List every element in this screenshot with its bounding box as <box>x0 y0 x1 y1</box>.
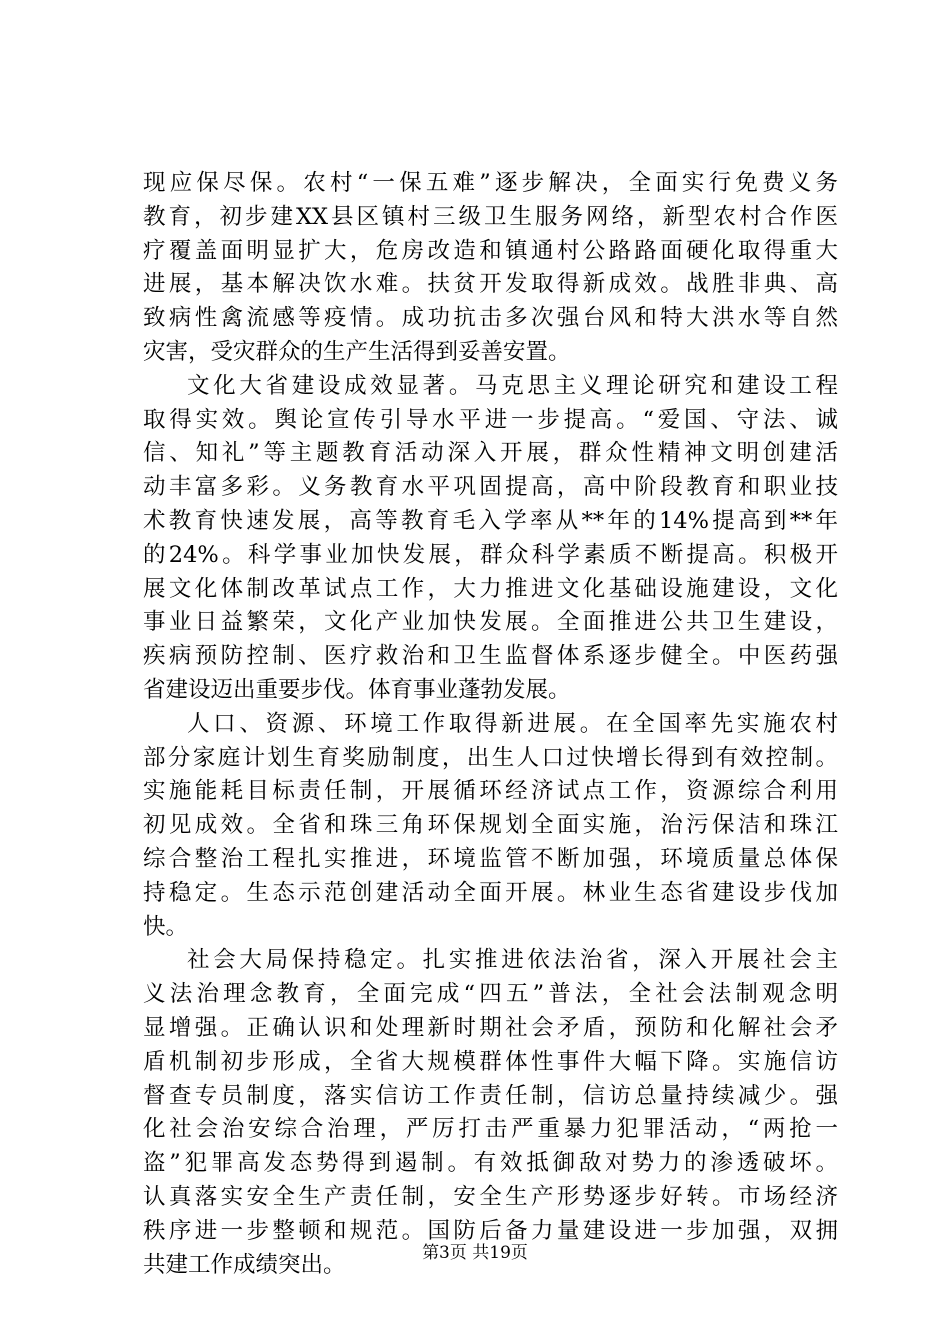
text-line: 持稳定。生态示范创建活动全面开展。林业生态省建设步伐加 <box>143 879 838 906</box>
text-line: 展文化体制改革试点工作，大力推进文化基础设施建设，文化 <box>143 575 838 602</box>
text-line: 初见成效。全省和珠三角环保规划全面实施，治污保洁和珠江 <box>143 812 838 839</box>
text-line: 的24%。科学事业加快发展，群众科学素质不断提高。积极开 <box>143 541 838 568</box>
text-line: 疗覆盖面明显扩大，危房改造和镇通村公路路面硬化取得重大 <box>143 237 838 264</box>
text-line: 动丰富多彩。义务教育水平巩固提高，高中阶段教育和职业技 <box>143 474 838 501</box>
text-line: 灾害，受灾群众的生产生活得到妥善安置。 <box>143 338 571 365</box>
text-line: 进展，基本解决饮水难。扶贫开发取得新成效。战胜非典、高 <box>143 271 838 298</box>
paragraph-first-line: 社会大局保持稳定。扎实推进依法治省，深入开展社会主 <box>187 947 838 974</box>
text-line: 术教育快速发展，高等教育毛入学率从**年的14%提高到**年 <box>143 507 838 534</box>
text-line: 省建设迈出重要步伐。体育事业蓬勃发展。 <box>143 676 571 703</box>
text-line: 盾机制初步形成，全省大规模群体性事件大幅下降。实施信访 <box>143 1048 838 1075</box>
text-line: 实施能耗目标责任制，开展循环经济试点工作，资源综合利用 <box>143 778 838 805</box>
text-line: 现应保尽保。农村“一保五难”逐步解决，全面实行免费义务 <box>143 170 838 196</box>
text-line: 快。 <box>143 913 189 940</box>
page-number-footer: 第3页 共19页 <box>422 1243 528 1263</box>
text-line: 信、知礼”等主题教育活动深入开展，群众性精神文明创建活 <box>143 440 838 467</box>
text-line: 秩序进一步整顿和规范。国防后备力量建设进一步加强，双拥 <box>143 1217 838 1244</box>
text-line: 部分家庭计划生育奖励制度，出生人口过快增长得到有效控制。 <box>143 744 838 771</box>
text-line: 化社会治安综合治理，严厉打击严重暴力犯罪活动，“两抢一 <box>143 1116 838 1143</box>
paragraph-first-line: 文化大省建设成效显著。马克思主义理论研究和建设工程 <box>187 372 838 399</box>
text-line: 取得实效。舆论宣传引导水平进一步提高。“爱国、守法、诚 <box>143 406 838 433</box>
text-line: 综合整治工程扎实推进，环境监管不断加强，环境质量总体保 <box>143 845 838 872</box>
text-line: 督查专员制度，落实信访工作责任制，信访总量持续减少。强 <box>143 1082 838 1109</box>
text-line: 致病性禽流感等疫情。成功抗击多次强台风和特大洪水等自然 <box>143 305 838 332</box>
text-line: 事业日益繁荣，文化产业加快发展。全面推进公共卫生建设， <box>143 609 838 636</box>
body-text <box>143 167 838 1282</box>
text-line: 盗”犯罪高发态势得到遏制。有效抵御敌对势力的渗透破坏。 <box>143 1150 838 1177</box>
text-line: 义法治理念教育，全面完成“四五”普法，全社会法制观念明 <box>143 981 838 1008</box>
text-line: 疾病预防控制、医疗救治和卫生监督体系逐步健全。中医药强 <box>143 643 838 670</box>
text-line: 显增强。正确认识和处理新时期社会矛盾，预防和化解社会矛 <box>143 1014 838 1041</box>
text-line: 教育，初步建XX县区镇村三级卫生服务网络，新型农村合作医 <box>143 203 838 230</box>
text-line: 共建工作成绩突出。 <box>143 1251 346 1278</box>
text-line: 认真落实安全生产责任制，安全生产形势逐步好转。市场经济 <box>143 1183 838 1210</box>
paragraph-first-line: 人口、资源、环境工作取得新进展。在全国率先实施农村 <box>187 710 838 737</box>
